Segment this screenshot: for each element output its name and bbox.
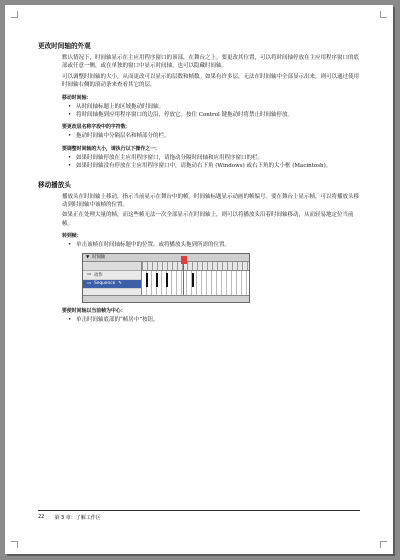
page-footer (38, 510, 360, 521)
timeline-body (83, 262, 249, 302)
pencil-icon: ✎ (118, 281, 122, 287)
paragraph: 可以调整时间轴的大小，从而更改可以显示的层数和帧数。如果有许多层，无法在时间轴中全部显示出来，则可以通过使用时间轴右侧的滚动条来查看其它的层。 (62, 73, 360, 89)
subheading: 要更改层名称字段中的字符数： (62, 124, 131, 131)
section-heading: 移动播放头 (38, 180, 71, 189)
timeline-footer-bar (83, 295, 249, 302)
crop-mark (11, 11, 18, 18)
list-item: • 单击该帧在时间轴标题中的位置，或将播放头拖到所需的位置。 (68, 241, 360, 249)
bullet-list (68, 154, 360, 171)
bullet-list (68, 241, 360, 249)
frame-ruler[interactable] (142, 262, 249, 271)
keyframe (192, 273, 194, 287)
list-item: • 单击时间轴底部的“帧居中”按钮。 (68, 316, 360, 324)
subheading: 转到帧： (62, 233, 82, 240)
bullet-list (68, 316, 360, 324)
timeline-header (83, 254, 249, 262)
subheading: 要调整时间轴的大小，请执行以下操作之一： (62, 145, 160, 152)
bullet-list (68, 132, 360, 140)
chapter-title: 第 3 章：了解工作区 (54, 515, 101, 521)
list-item: • 将时间轴拖到应用程序窗口的边沿，停放它。按住 Control 键拖动时将禁止时间轴停放。 (68, 111, 360, 119)
crop-mark (380, 11, 387, 18)
keyframe (166, 273, 168, 287)
paragraph: 如果正在处理大量的帧，而这些帧无法一次全部显示在时间轴上，则可以将播放头沿着时间轴移动，从而轻易地定位当前帧。 (62, 212, 354, 227)
playhead-line (183, 263, 184, 299)
playhead-marker[interactable] (181, 256, 187, 264)
frame-grid[interactable] (142, 271, 249, 296)
layer-row[interactable] (83, 280, 141, 289)
page-content (38, 40, 360, 326)
triangle-icon: ▼ (86, 254, 90, 260)
page-number: 22 (38, 514, 45, 520)
subheading: 要使时间轴以当前帧为中心： (62, 307, 126, 314)
list-item: • 如果时间轴停放在主应用程序窗口，请拖动分隔时间轴和应用程序窗口的栏。 (68, 154, 360, 162)
layer-icon: ▭ (87, 281, 92, 287)
subheading: 移动时间轴： (62, 94, 92, 101)
paragraph: 播放头在时间轴上移动，指示当前显示在舞台中的帧。时间轴标题显示动画的帧编号。要在舞台上显示帧，可以将播放头移动到时间轴中该帧的位置。 (62, 193, 360, 209)
paragraph: 默认情况下，时间轴显示在主应用程序窗口的顶部，在舞台之上。要更改其位置，可以将时间轴停放在主应用程序窗口的底部或任意一侧，或在单独的窗口中显示时间轴。也可以隐藏时间轴。 (62, 55, 360, 70)
crop-mark (11, 541, 18, 548)
layer-name: Sequence (94, 281, 116, 287)
layer-icon: ▭ (87, 272, 92, 278)
layer-row[interactable] (83, 271, 141, 280)
layer-name: 动作 (94, 272, 103, 278)
keyframe (146, 273, 148, 287)
list-item: • 从时间轴标题上的区域拖动时间轴。 (68, 103, 360, 111)
section-heading: 更改时间轴的外观 (38, 42, 91, 50)
crop-mark (380, 541, 387, 548)
bullet-list (68, 103, 360, 120)
timeline-title: 时间轴 (92, 255, 106, 261)
timeline-screenshot (82, 253, 250, 303)
keyframe (156, 273, 158, 287)
list-item: • 如果时间轴没有停放在主应用程序窗口中，请拖动右下角 (Windows) 或右下角的大小框 (Macintosh)。 (68, 162, 360, 170)
list-item: • 拖动时间轴中分隔层名和帧部分的栏。 (68, 132, 360, 140)
